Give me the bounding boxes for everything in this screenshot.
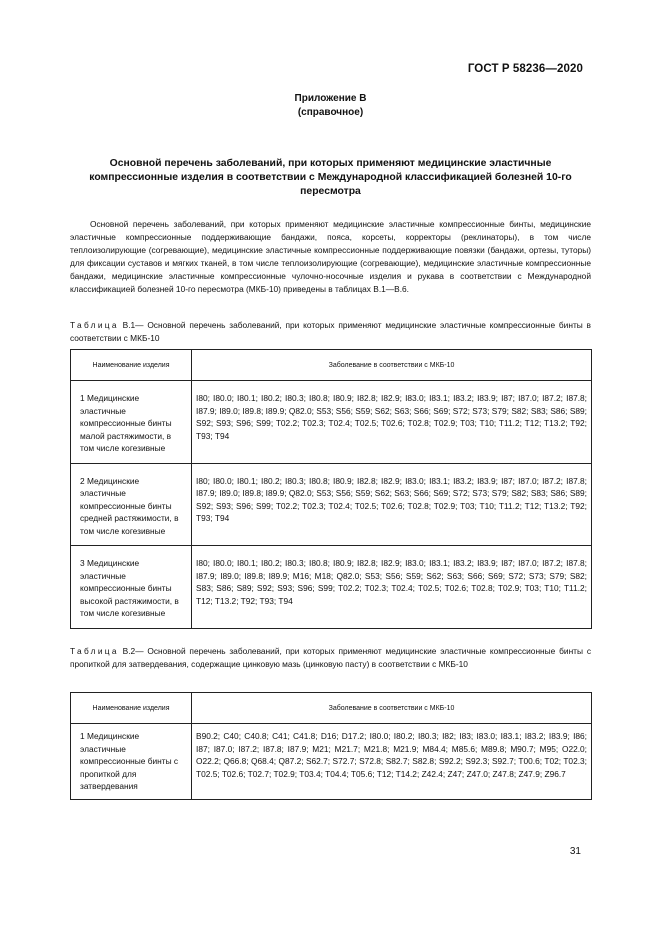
table-row — [71, 381, 592, 464]
table-row — [71, 463, 592, 546]
table1-caption-text: — Основной перечень заболеваний, при которых применяют медицинские эластичные компрессионные бинты в соответствии с МКБ-10 — [70, 320, 591, 343]
table1-caption — [70, 319, 591, 344]
page-number: 31 — [569, 846, 581, 857]
icd-codes: I80; I80.0; I80.1; I80.2; I80.3; I80.8; I80.9; I82.8; I82.9; I83.0; I83.1; I83.2; I83.9; I87; I87.0; I87.2; I87.8; I87.9; I89.0; I89.8; I89.9; M16; M18; Q82.0; S53; S56; S59; S62; S63; S66; S69; S72; S73; S79; S82; S83; S86; S89; S92; S93; S96; S99; T02.2; T02.3; T02.4; T02.5; T02.6; T02.8; T02.9; T03; T10; T11.2; T12; T13.2; T92; T93; T94 — [192, 546, 592, 629]
table2-label: Таблица — [70, 646, 119, 656]
table1 — [70, 349, 592, 629]
table-row — [71, 724, 592, 800]
table1-label: Таблица — [70, 320, 119, 330]
product-name: 3 Медицинские эластичные компрессионные бинты высокой растяжимости, в том числе когезивные — [71, 546, 192, 629]
intro-text: Основной перечень заболеваний, при которых применяют медицинские эластичные компрессионные бинты, медицинские эластичные компрессионные поддерживающие бандажи, пояса, корсеты, корректоры (реклинаторы), в том числе теплоизолирующие (согревающие), медицинские эластичные компрессионные поддерживающие повязки (бандажи, ортезы, туторы) для фиксации суставов и мягких тканей, в том числе теплоизолирующие (согревающие), медицинские эластичные компрессионные бандажи, медицинские эластичные компрессионные чулочно-носочные изделия и рукава в соответствии с Международной классификацией болезней 10-го пересмотра (МКБ-10) приведены в таблицах В.1—В.6. — [70, 219, 591, 294]
table2-header-row — [71, 693, 592, 724]
icd-codes: I80; I80.0; I80.1; I80.2; I80.3; I80.8; I80.9; I82.8; I82.9; I83.0; I83.1; I83.2; I83.9; I87; I87.0; I87.2; I87.8; I87.9; I89.0; I89.8; I89.9; Q82.0; S53; S56; S59; S62; S63; S66; S69; S72; S73; S79; S82; S83; S86; S89; S92; S93; S96; S99; T02.2; T02.3; T02.4; T02.5; T02.6; T02.8; T02.9; T03; T10; T11.2; T12; T13.2; T92; T93; T94 — [192, 463, 592, 546]
table1-number: В.1 — [122, 320, 136, 330]
section-title: Основной перечень заболеваний, при которых применяют медицинские эластичные компрессионные изделия в соответствии с Международной классификацией болезней 10-го пересмотра — [89, 158, 572, 197]
icd-codes: I80; I80.0; I80.1; I80.2; I80.3; I80.8; I80.9; I82.8; I82.9; I83.0; I83.1; I83.2; I83.9; I87; I87.0; I87.2; I87.8; I87.9; I89.0; I89.8; I89.9; Q82.0; S53; S56; S59; S62; S63; S66; S69; S72; S73; S79; S82; S83; S86; S89; S92; S93; S96; S99; T02.2; T02.3; T02.4; T02.5; T02.6; T02.8; T02.9; T03; T10; T11.2; T12; T13.2; T92; T93; T94 — [192, 381, 592, 464]
table1-col-codes: Заболевание в соответствии с МКБ-10 — [192, 350, 592, 381]
table2-col-name: Наименование изделия — [71, 693, 192, 724]
product-name: 1 Медицинские эластичные компрессионные бинты с пропиткой для затвердевания — [71, 724, 192, 800]
table2-number: В.2 — [122, 646, 136, 656]
table2 — [70, 692, 592, 800]
table2-col-codes: Заболевание в соответствии с МКБ-10 — [192, 693, 592, 724]
appendix-note: (справочное) — [297, 107, 364, 118]
table2-caption-text: — Основной перечень заболеваний, при которых применяют медицинские эластичные компрессионные бинты с пропиткой для затвердевания, содержащие цинковую мазь (цинковую пасту) в соответствии с МКБ-10 — [70, 646, 591, 669]
intro-paragraph — [70, 218, 591, 296]
standard-number: ГОСТ Р 58236—2020 — [467, 63, 583, 75]
appendix-title: Приложение В — [294, 93, 367, 104]
product-name: 2 Медицинские эластичные компрессионные бинты средней растяжимости, в том числе когезивные — [71, 463, 192, 546]
table2-caption — [70, 645, 591, 670]
appendix-heading — [0, 92, 661, 120]
product-name: 1 Медицинские эластичные компрессионные бинты малой растяжимости, в том числе когезивные — [71, 381, 192, 464]
icd-codes: B90.2; C40; C40.8; C41; C41.8; D16; D17.2; I80.0; I80.2; I80.3; I82; I83; I83.0; I83.1; I83.2; I83.9; I86; I87; I87.0; I87.2; I87.8; I87.9; M21; M21.7; M21.8; M21.9; M84.4; M85.6; M89.8; M90.7; M95; O22.0; O22.2; Q66.8; Q68.4; Q87.2; S62.7; S72.7; S72.8; S82.7; S82.8; S92.2; S92.3; S92.7; T00.6; T02; T02.3; T02.5; T02.6; T02.7; T02.9; T03.4; T04.4; T05.6; T12; T14.2; Z42.4; Z47; Z47.0; Z47.8; Z47.9; Z96.7 — [192, 724, 592, 800]
table1-header-row — [71, 350, 592, 381]
table1-col-name: Наименование изделия — [71, 350, 192, 381]
table-row — [71, 546, 592, 629]
